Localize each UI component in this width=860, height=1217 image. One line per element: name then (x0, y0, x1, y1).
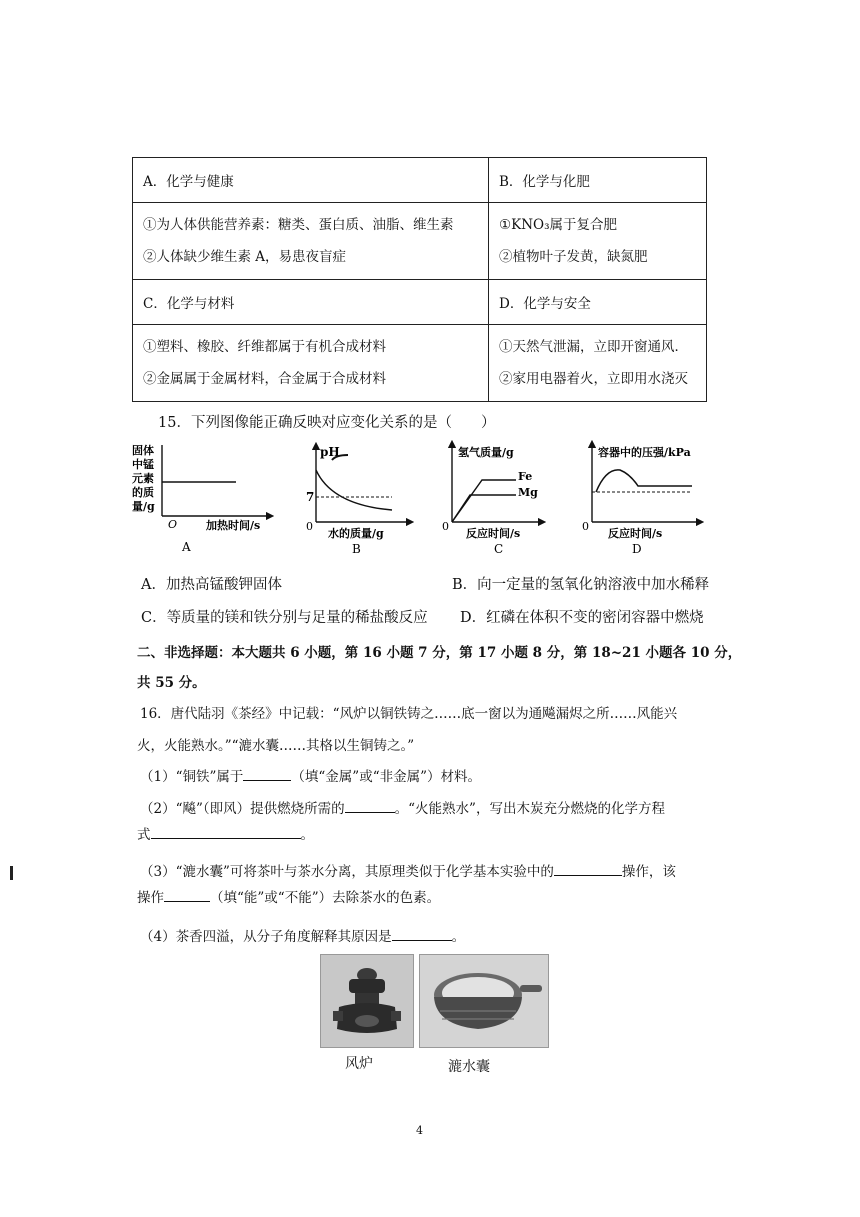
q16-part2-pre: （2）“飚”（即风）提供燃烧所需的 (140, 801, 345, 817)
cell-d-body (489, 325, 707, 402)
graph-c (442, 444, 542, 556)
a-line-1: ①为人体供能营养素：糖类、蛋白质、油脂、维生素 (143, 217, 454, 233)
q16-part3-post: 操作，该 (621, 864, 676, 880)
graph-a-xlabel: 加热时间/s (206, 519, 261, 532)
graph-b (306, 445, 410, 556)
graph-a-ylabel-1: 固体 (132, 444, 154, 457)
graph-a-ylabel-5: 量/g (132, 500, 155, 513)
q16-part4 (140, 925, 465, 945)
q16-part3-blank-1[interactable] (554, 861, 622, 876)
q16-part2-line2-pre: 式 (137, 827, 151, 843)
strainer-photo (419, 954, 549, 1048)
cell-b-title: B．化学与化肥 (489, 158, 707, 203)
q16-part2-blank-2[interactable] (151, 824, 301, 839)
graph-a-ylabel-2: 中锰 (132, 458, 154, 471)
q16-part2-blank-1[interactable] (345, 798, 395, 813)
section2-line1: 二、非选择题：本大题共 6 小题，第 16 小题 7 分，第 17 小题 8 分，第 18~21 小题各 10 分， (137, 645, 742, 661)
c-line-2: ②金属属于金属材料，合金属于合成材料 (143, 371, 386, 387)
graph-c-tag: C (494, 542, 504, 556)
q16-part2-end: 。 (300, 827, 314, 843)
q16-part2-post: 。“火能熟水”，写出木炭充分燃烧的化学方程 (394, 801, 665, 817)
q16-part3-pre: （3）“漉水囊”可将茶叶与茶水分离，其原理类似于化学基本实验中的 (140, 864, 554, 880)
stove-photo (320, 954, 414, 1048)
cell-c-body (133, 325, 489, 402)
section2-line2: 共 55 分。 (137, 675, 206, 691)
q16-part1 (140, 765, 481, 785)
scan-mark (10, 866, 13, 880)
knowledge-table (132, 157, 707, 402)
graph-c-fe-label: Fe (518, 470, 533, 483)
page-number: 4 (416, 1124, 423, 1137)
a-line-2: ②人体缺少维生素 A，易患夜盲症 (143, 249, 347, 265)
graph-c-mg-label: Mg (518, 486, 538, 499)
q16-part4-blank[interactable] (392, 926, 452, 941)
graph-a (132, 443, 270, 554)
cell-a-body (133, 203, 489, 280)
graph-c-curve-fe (452, 480, 516, 522)
q16-part3-line2-post: （填“能”或“不能”）去除茶水的色素。 (210, 890, 441, 906)
graph-b-origin: 0 (306, 520, 313, 533)
b-line-2: ②植物叶子发黄，缺氮肥 (499, 249, 648, 265)
graph-a-tag: A (182, 540, 191, 554)
stove-image (321, 955, 413, 1047)
graph-b-tag: B (352, 542, 361, 556)
cell-c-title: C．化学与材料 (133, 280, 489, 325)
q15-option-a: A．加热高锰酸钾固体 (141, 577, 282, 593)
graph-d-ylabel: 容器中的压强/kPa (598, 446, 691, 459)
graph-a-ylabel-3: 元素 (132, 472, 154, 485)
q16-part1-pre: （1）“铜铁”属于 (140, 769, 244, 785)
q15-option-b: B．向一定量的氢氧化钠溶液中加水稀释 (452, 577, 710, 593)
q16-part3-line2 (137, 886, 440, 906)
cell-a-title: A．化学与健康 (133, 158, 489, 203)
graph-b-seven: 7 (306, 490, 315, 504)
graph-b-xlabel: 水的质量/g (328, 527, 384, 540)
stove-caption: 风炉 (345, 1056, 373, 1072)
q15-option-d: D．红磷在体积不变的密闭容器中燃烧 (460, 610, 704, 626)
graph-c-curve-mg (452, 495, 516, 522)
graph-c-xlabel: 反应时间/s (466, 527, 521, 540)
q16-part2 (140, 797, 665, 817)
q16-part1-blank[interactable] (243, 766, 291, 781)
graph-c-ylabel: 氢气质量/g (458, 446, 514, 459)
graph-b-ylabel: pH (320, 445, 340, 459)
q16-part2-line2 (137, 823, 314, 843)
q15-option-c: C．等质量的镁和铁分别与足量的稀盐酸反应 (141, 610, 428, 626)
q16-part3-blank-2[interactable] (164, 887, 210, 902)
graph-a-origin: O (168, 518, 178, 531)
b-line-1: ①KNO₃属于复合肥 (499, 217, 617, 233)
graph-d (582, 444, 700, 556)
graph-a-ylabel-4: 的质 (132, 486, 154, 499)
q16-part1-post: （填“金属”或“非金属”）材料。 (291, 769, 482, 785)
graph-d-tag: D (632, 542, 642, 556)
graph-d-xlabel: 反应时间/s (608, 527, 663, 540)
cell-d-title: D．化学与安全 (489, 280, 707, 325)
cell-b-body (489, 203, 707, 280)
d-line-1: ①天然气泄漏，立即开窗通风． (499, 339, 688, 355)
graph-d-origin: 0 (582, 520, 589, 533)
c-line-1: ①塑料、橡胶、纤维都属于有机合成材料 (143, 339, 386, 355)
strainer-image (420, 955, 548, 1047)
d-line-2: ②家用电器着火，立即用水浇灭 (499, 371, 688, 387)
graph-b-curve (316, 470, 392, 510)
q15-graphs (130, 440, 730, 560)
strainer-caption: 漉水囊 (448, 1059, 490, 1075)
q16-part4-pre: （4）茶香四溢，从分子角度解释其原因是 (140, 929, 392, 945)
q16-part3-line2-pre: 操作 (137, 890, 164, 906)
q16-intro-1: 16．唐代陆羽《茶经》中记载：“风炉以铜铁铸之……底一窗以为通飚漏烬之所……风能兴 (140, 706, 678, 722)
q16-part4-end: 。 (451, 929, 466, 945)
graph-d-curve (596, 470, 692, 492)
graph-c-origin: 0 (442, 520, 449, 533)
q16-part3 (140, 860, 676, 880)
q15-stem: 15．下列图像能正确反映对应变化关系的是（ ） (158, 415, 496, 431)
q16-intro-2: 火，火能熟水。”“漉水囊……其格以生铜铸之。” (137, 738, 415, 754)
